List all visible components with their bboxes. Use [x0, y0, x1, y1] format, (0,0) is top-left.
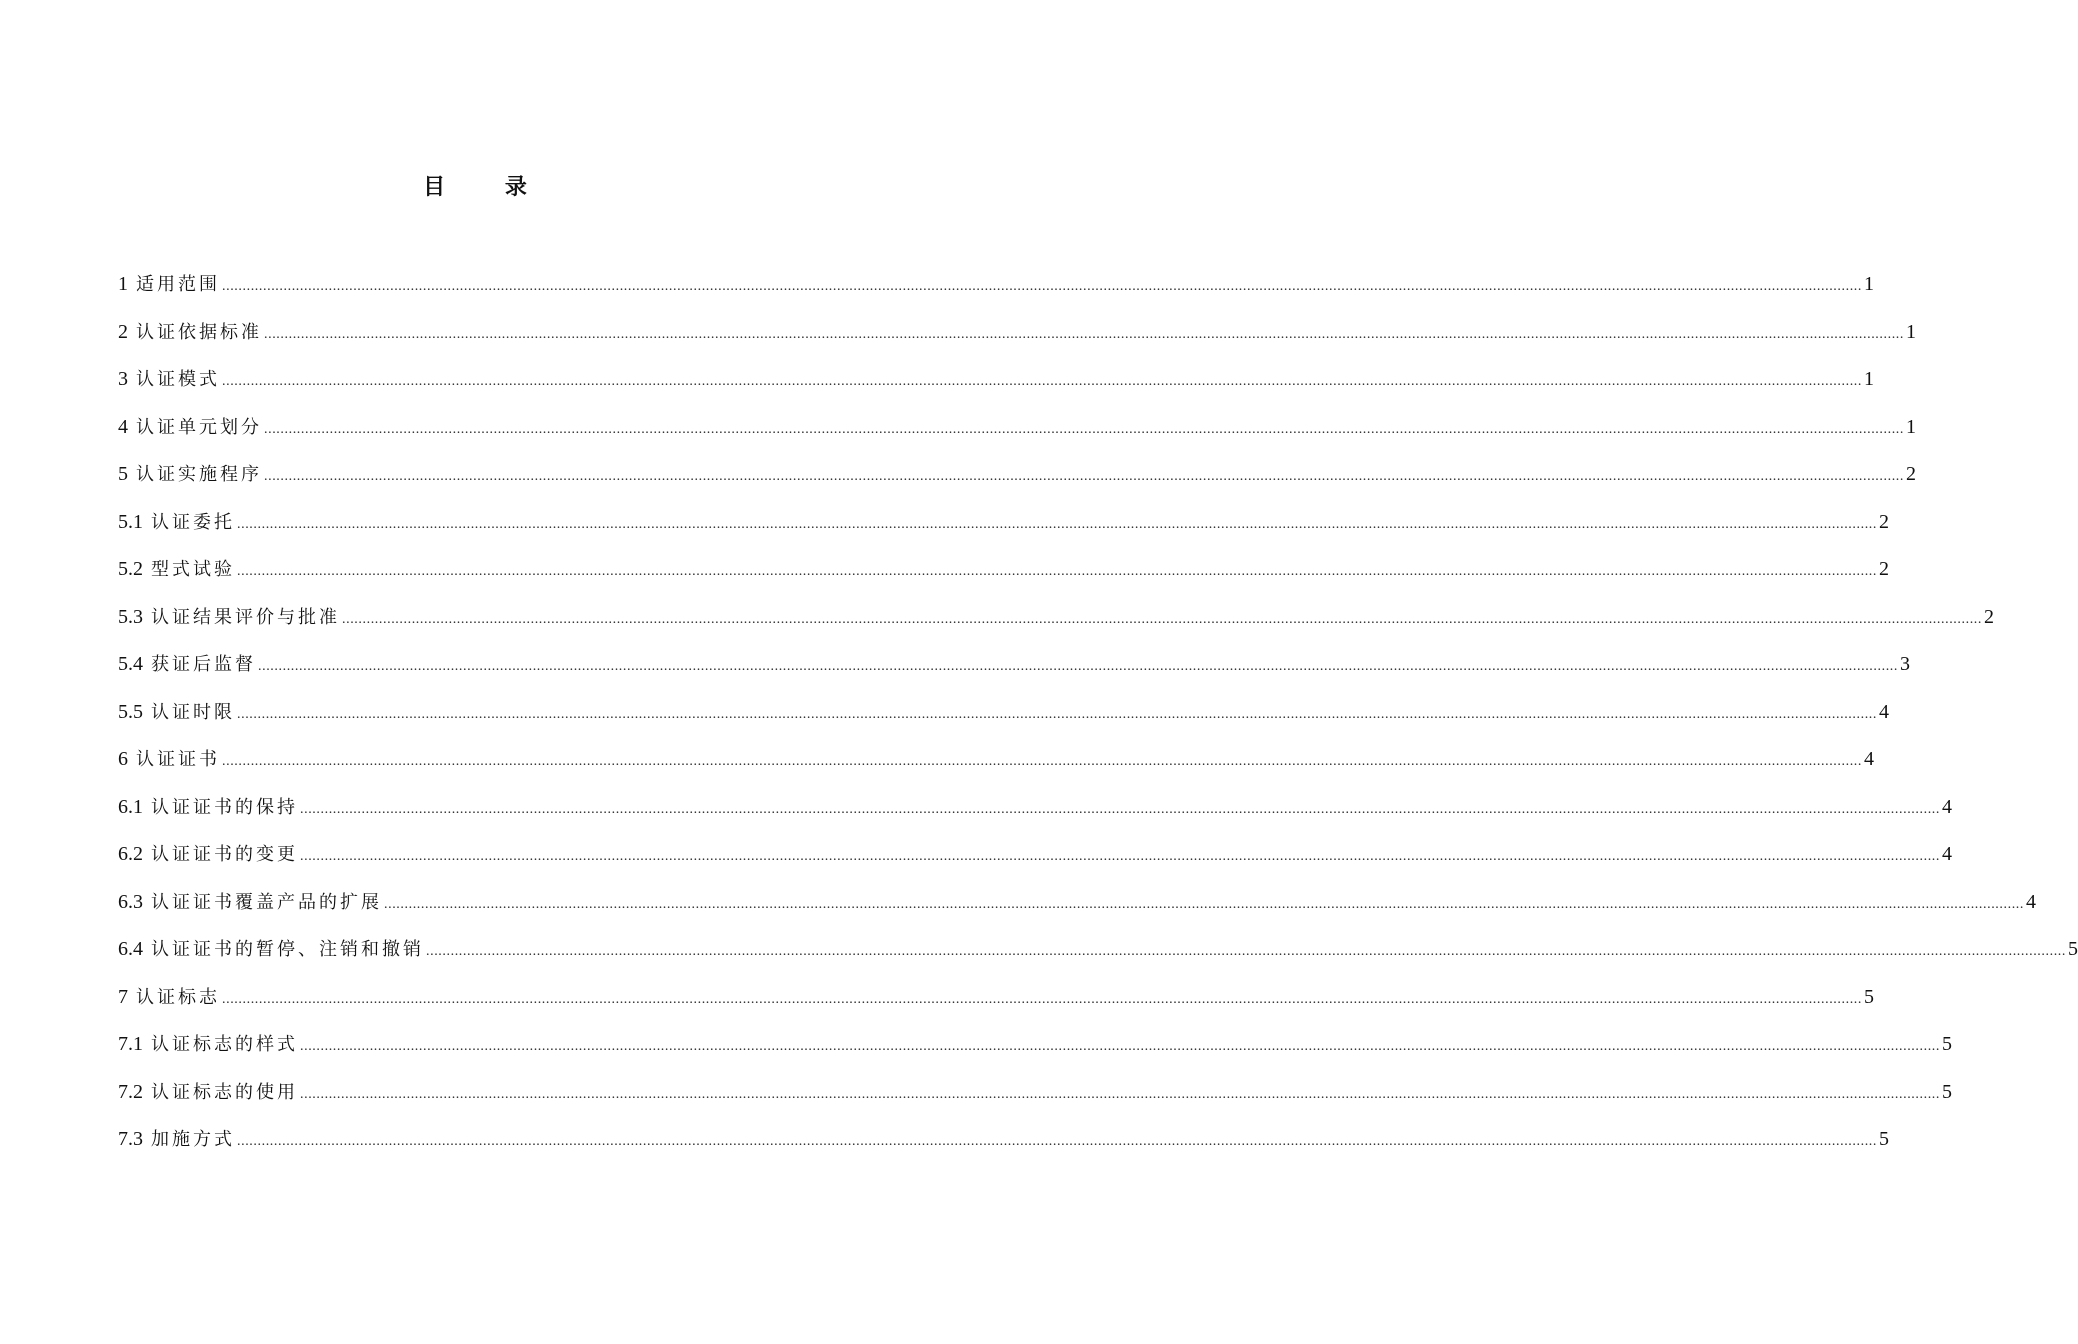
toc-entry[interactable]	[118, 1023, 1952, 1071]
toc-entry-title: 认证结果评价与批准	[151, 606, 340, 628]
toc-entry-page-number: 1	[1864, 273, 1874, 295]
toc-entry-page-number: 4	[1942, 795, 1952, 818]
toc-entry[interactable]	[118, 928, 2078, 976]
toc-entry-page-number: 1	[1864, 368, 1874, 390]
toc-entry[interactable]	[118, 311, 1916, 359]
toc-dot-leader: ................................................................................................................................................................................................................................................................................................................................................................................................................	[237, 516, 1877, 532]
toc-entry-number: 5.1	[118, 510, 143, 533]
toc-entry-number: 4	[118, 415, 128, 438]
toc-entry-title: 型式试验	[151, 559, 235, 580]
toc-entry-page-number: 5	[1864, 985, 1874, 1008]
toc-entry-label	[118, 881, 382, 924]
toc-dot-leader: ................................................................................................................................................................................................................................................................................................................................................................................................................	[300, 801, 1940, 817]
toc-entry-label	[118, 976, 220, 1019]
toc-entry-label	[118, 263, 220, 306]
toc-entry-page-number: 4	[2026, 890, 2036, 913]
toc-dot-leader: ................................................................................................................................................................................................................................................................................................................................................................................................................	[237, 1134, 1877, 1149]
toc-dot-leader: ................................................................................................................................................................................................................................................................................................................................................................................................................	[300, 1039, 1940, 1054]
toc-entry-page-number: 1	[1906, 320, 1916, 343]
toc-entry-title: 认证委托	[151, 511, 235, 533]
toc-entry-label	[118, 833, 298, 876]
toc-entry-label	[118, 358, 220, 401]
toc-entry[interactable]	[118, 501, 1889, 549]
toc-entry-label	[118, 1071, 298, 1114]
toc-entry-number: 5.2	[118, 558, 143, 580]
toc-entry-page-number: 5	[1879, 1128, 1889, 1150]
toc-entry-number: 1	[118, 273, 128, 295]
toc-entry-label	[118, 1023, 298, 1066]
toc-dot-leader: ................................................................................................................................................................................................................................................................................................................................................................................................................	[384, 896, 2024, 912]
toc-dot-leader: ................................................................................................................................................................................................................................................................................................................................................................................................................	[222, 279, 1862, 294]
toc-entry-number: 6.3	[118, 890, 143, 913]
toc-entry-title: 认证时限	[151, 701, 235, 723]
toc-entry[interactable]	[118, 1118, 1889, 1166]
toc-entry-page-number: 2	[1906, 463, 1916, 485]
toc-dot-leader: ................................................................................................................................................................................................................................................................................................................................................................................................................	[222, 754, 1862, 769]
toc-entry-title: 认证证书覆盖产品的扩展	[151, 891, 382, 913]
toc-dot-leader: ................................................................................................................................................................................................................................................................................................................................................................................................................	[264, 421, 1904, 437]
toc-entry-title: 加施方式	[151, 1129, 235, 1150]
toc-dot-leader: ................................................................................................................................................................................................................................................................................................................................................................................................................	[264, 469, 1904, 484]
toc-entry[interactable]	[118, 976, 1874, 1024]
toc-entry-label	[118, 643, 256, 686]
toc-dot-leader: ................................................................................................................................................................................................................................................................................................................................................................................................................	[222, 374, 1862, 389]
toc-entry-label	[118, 453, 262, 496]
toc-entry-title: 认证证书	[136, 749, 220, 770]
toc-entry-page-number: 2	[1984, 605, 1994, 628]
toc-entry-number: 5.3	[118, 605, 143, 628]
toc-entry-title: 认证实施程序	[136, 464, 262, 485]
toc-entry[interactable]	[118, 738, 1874, 786]
toc-entry[interactable]	[118, 881, 2036, 929]
toc-dot-leader: ................................................................................................................................................................................................................................................................................................................................................................................................................	[237, 706, 1877, 722]
toc-entry-number: 7	[118, 985, 128, 1008]
toc-entry-number: 7.1	[118, 1033, 143, 1055]
toc-entry-page-number: 5	[1942, 1080, 1952, 1103]
toc-entry[interactable]	[118, 406, 1916, 454]
toc-entry-label	[118, 786, 298, 829]
toc-entry-title: 认证模式	[136, 369, 220, 390]
toc-entry-number: 6.1	[118, 795, 143, 818]
toc-entry-label	[118, 501, 235, 544]
toc-entry-title: 获证后监督	[151, 654, 256, 675]
toc-entry-page-number: 3	[1900, 653, 1910, 675]
toc-entry-number: 2	[118, 320, 128, 343]
toc-entry-number: 5.5	[118, 700, 143, 723]
toc-entry-number: 7.3	[118, 1128, 143, 1150]
toc-entry-title: 认证单元划分	[136, 416, 262, 438]
toc-entry-page-number: 4	[1879, 700, 1889, 723]
toc-entry-number: 6.4	[118, 938, 143, 960]
toc-dot-leader: ................................................................................................................................................................................................................................................................................................................................................................................................................	[264, 326, 1904, 342]
toc-entry[interactable]	[118, 263, 1874, 311]
toc-entry-page-number: 2	[1879, 510, 1889, 533]
toc-entry[interactable]	[118, 833, 1952, 881]
toc-entry-label	[118, 596, 340, 639]
toc-dot-leader: ................................................................................................................................................................................................................................................................................................................................................................................................................	[237, 564, 1877, 579]
toc-dot-leader: ................................................................................................................................................................................................................................................................................................................................................................................................................	[426, 944, 2066, 959]
toc-dot-leader: ................................................................................................................................................................................................................................................................................................................................................................................................................	[222, 991, 1862, 1007]
toc-dot-leader: ................................................................................................................................................................................................................................................................................................................................................................................................................	[342, 611, 1982, 627]
toc-entry[interactable]	[118, 548, 1889, 596]
toc-entry-page-number: 4	[1942, 843, 1952, 865]
toc-dot-leader: ................................................................................................................................................................................................................................................................................................................................................................................................................	[300, 849, 1940, 864]
toc-entry-title: 认证标志	[136, 986, 220, 1008]
toc-entry-page-number: 5	[1942, 1033, 1952, 1055]
toc-entry-page-number: 5	[2068, 938, 2078, 960]
toc-entry[interactable]	[118, 643, 1910, 691]
toc-entry-title: 认证依据标准	[136, 321, 262, 343]
table-of-contents	[118, 263, 2078, 1166]
toc-entry-title: 适用范围	[136, 274, 220, 295]
toc-entry-title: 认证标志的使用	[151, 1081, 298, 1103]
toc-entry-page-number: 1	[1906, 415, 1916, 438]
toc-entry-label	[118, 311, 262, 354]
page-title: 目 录	[423, 175, 553, 200]
toc-entry-title: 认证证书的保持	[151, 796, 298, 818]
toc-entry-page-number: 2	[1879, 558, 1889, 580]
toc-entry[interactable]	[118, 786, 1952, 834]
toc-entry-title: 认证证书的暂停、注销和撤销	[151, 939, 424, 960]
toc-entry-title: 认证标志的样式	[151, 1034, 298, 1055]
toc-entry[interactable]	[118, 453, 1916, 501]
toc-dot-leader: ................................................................................................................................................................................................................................................................................................................................................................................................................	[258, 659, 1898, 674]
toc-entry-number: 5	[118, 463, 128, 485]
toc-entry-number: 5.4	[118, 653, 143, 675]
toc-entry-page-number: 4	[1864, 748, 1874, 770]
toc-entry-number: 7.2	[118, 1080, 143, 1103]
toc-entry[interactable]	[118, 691, 1889, 739]
toc-entry-number: 6	[118, 748, 128, 770]
toc-entry-label	[118, 691, 235, 734]
toc-entry-label	[118, 928, 424, 971]
toc-dot-leader: ................................................................................................................................................................................................................................................................................................................................................................................................................	[300, 1086, 1940, 1102]
toc-entry-label	[118, 1118, 235, 1161]
toc-entry[interactable]	[118, 596, 1994, 644]
toc-entry-title: 认证证书的变更	[151, 844, 298, 865]
toc-entry[interactable]	[118, 358, 1874, 406]
toc-entry-number: 3	[118, 368, 128, 390]
toc-entry-label	[118, 406, 262, 449]
toc-entry-label	[118, 738, 220, 781]
toc-entry-label	[118, 548, 235, 591]
toc-entry-number: 6.2	[118, 843, 143, 865]
toc-entry[interactable]	[118, 1071, 1952, 1119]
